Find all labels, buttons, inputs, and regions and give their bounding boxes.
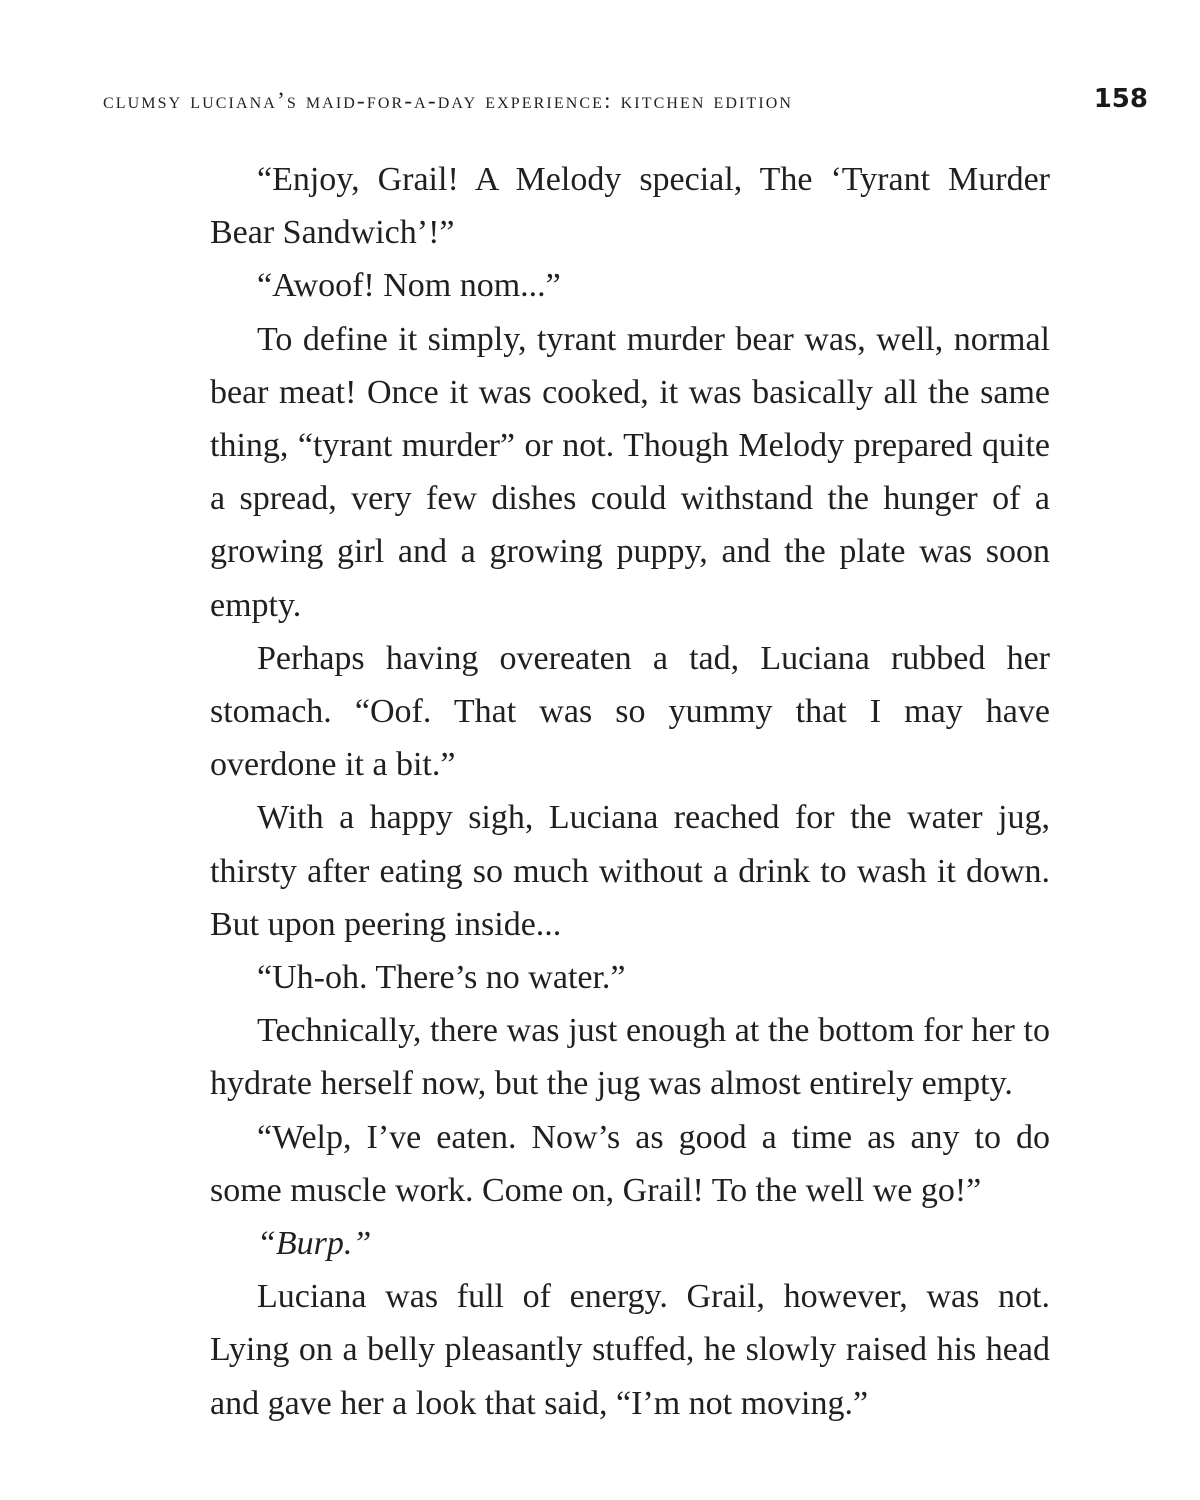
body-text	[210, 153, 1050, 1430]
running-head	[103, 84, 1148, 118]
paragraph: Perhaps having overeaten a tad, Luciana rubbed her stomach. “Oof. That was so yummy that I may have overdone it a bit.”	[210, 639, 1050, 784]
page-number: 158	[1093, 84, 1148, 114]
paragraph: Luciana was full of energy. Grail, however, was not. Lying on a belly pleasantly stuffed, he slowly raised his head and gave her a look that said, “I’m not moving.”	[210, 1278, 1050, 1422]
paragraph: “Awoof! Nom nom...”	[257, 267, 561, 305]
paragraph: With a happy sigh, Luciana reached for the water jug, thirsty after eating so much without a drink to wash it down. But upon peering inside...	[210, 799, 1050, 943]
paragraph: “Uh-oh. There’s no water.”	[257, 959, 626, 997]
paragraph: Technically, there was just enough at the bottom for her to hydrate herself now, but the jug was almost entirely empty.	[210, 1012, 1050, 1103]
paragraph: “Welp, I’ve eaten. Now’s as good a time as any to do some muscle work. Come on, Grail! To the well we go!”	[210, 1118, 1050, 1209]
paragraph: To define it simply, tyrant murder bear was, well, normal bear meat! Once it was cooked, it was basically all the same thing, “tyrant murder” or not. Though Melody prepared quite a spread, very few dishes could withstand the hunger of a growing girl and a growing puppy, and the plate was soon empty.	[210, 320, 1050, 624]
running-title: clumsy luciana’s maid-for-a-day experience: kitchen edition	[103, 88, 794, 114]
paragraph: “Enjoy, Grail! A Melody special, The ‘Tyrant Murder Bear Sandwich’!”	[210, 161, 1050, 252]
paragraph: “Burp.”	[257, 1225, 372, 1263]
